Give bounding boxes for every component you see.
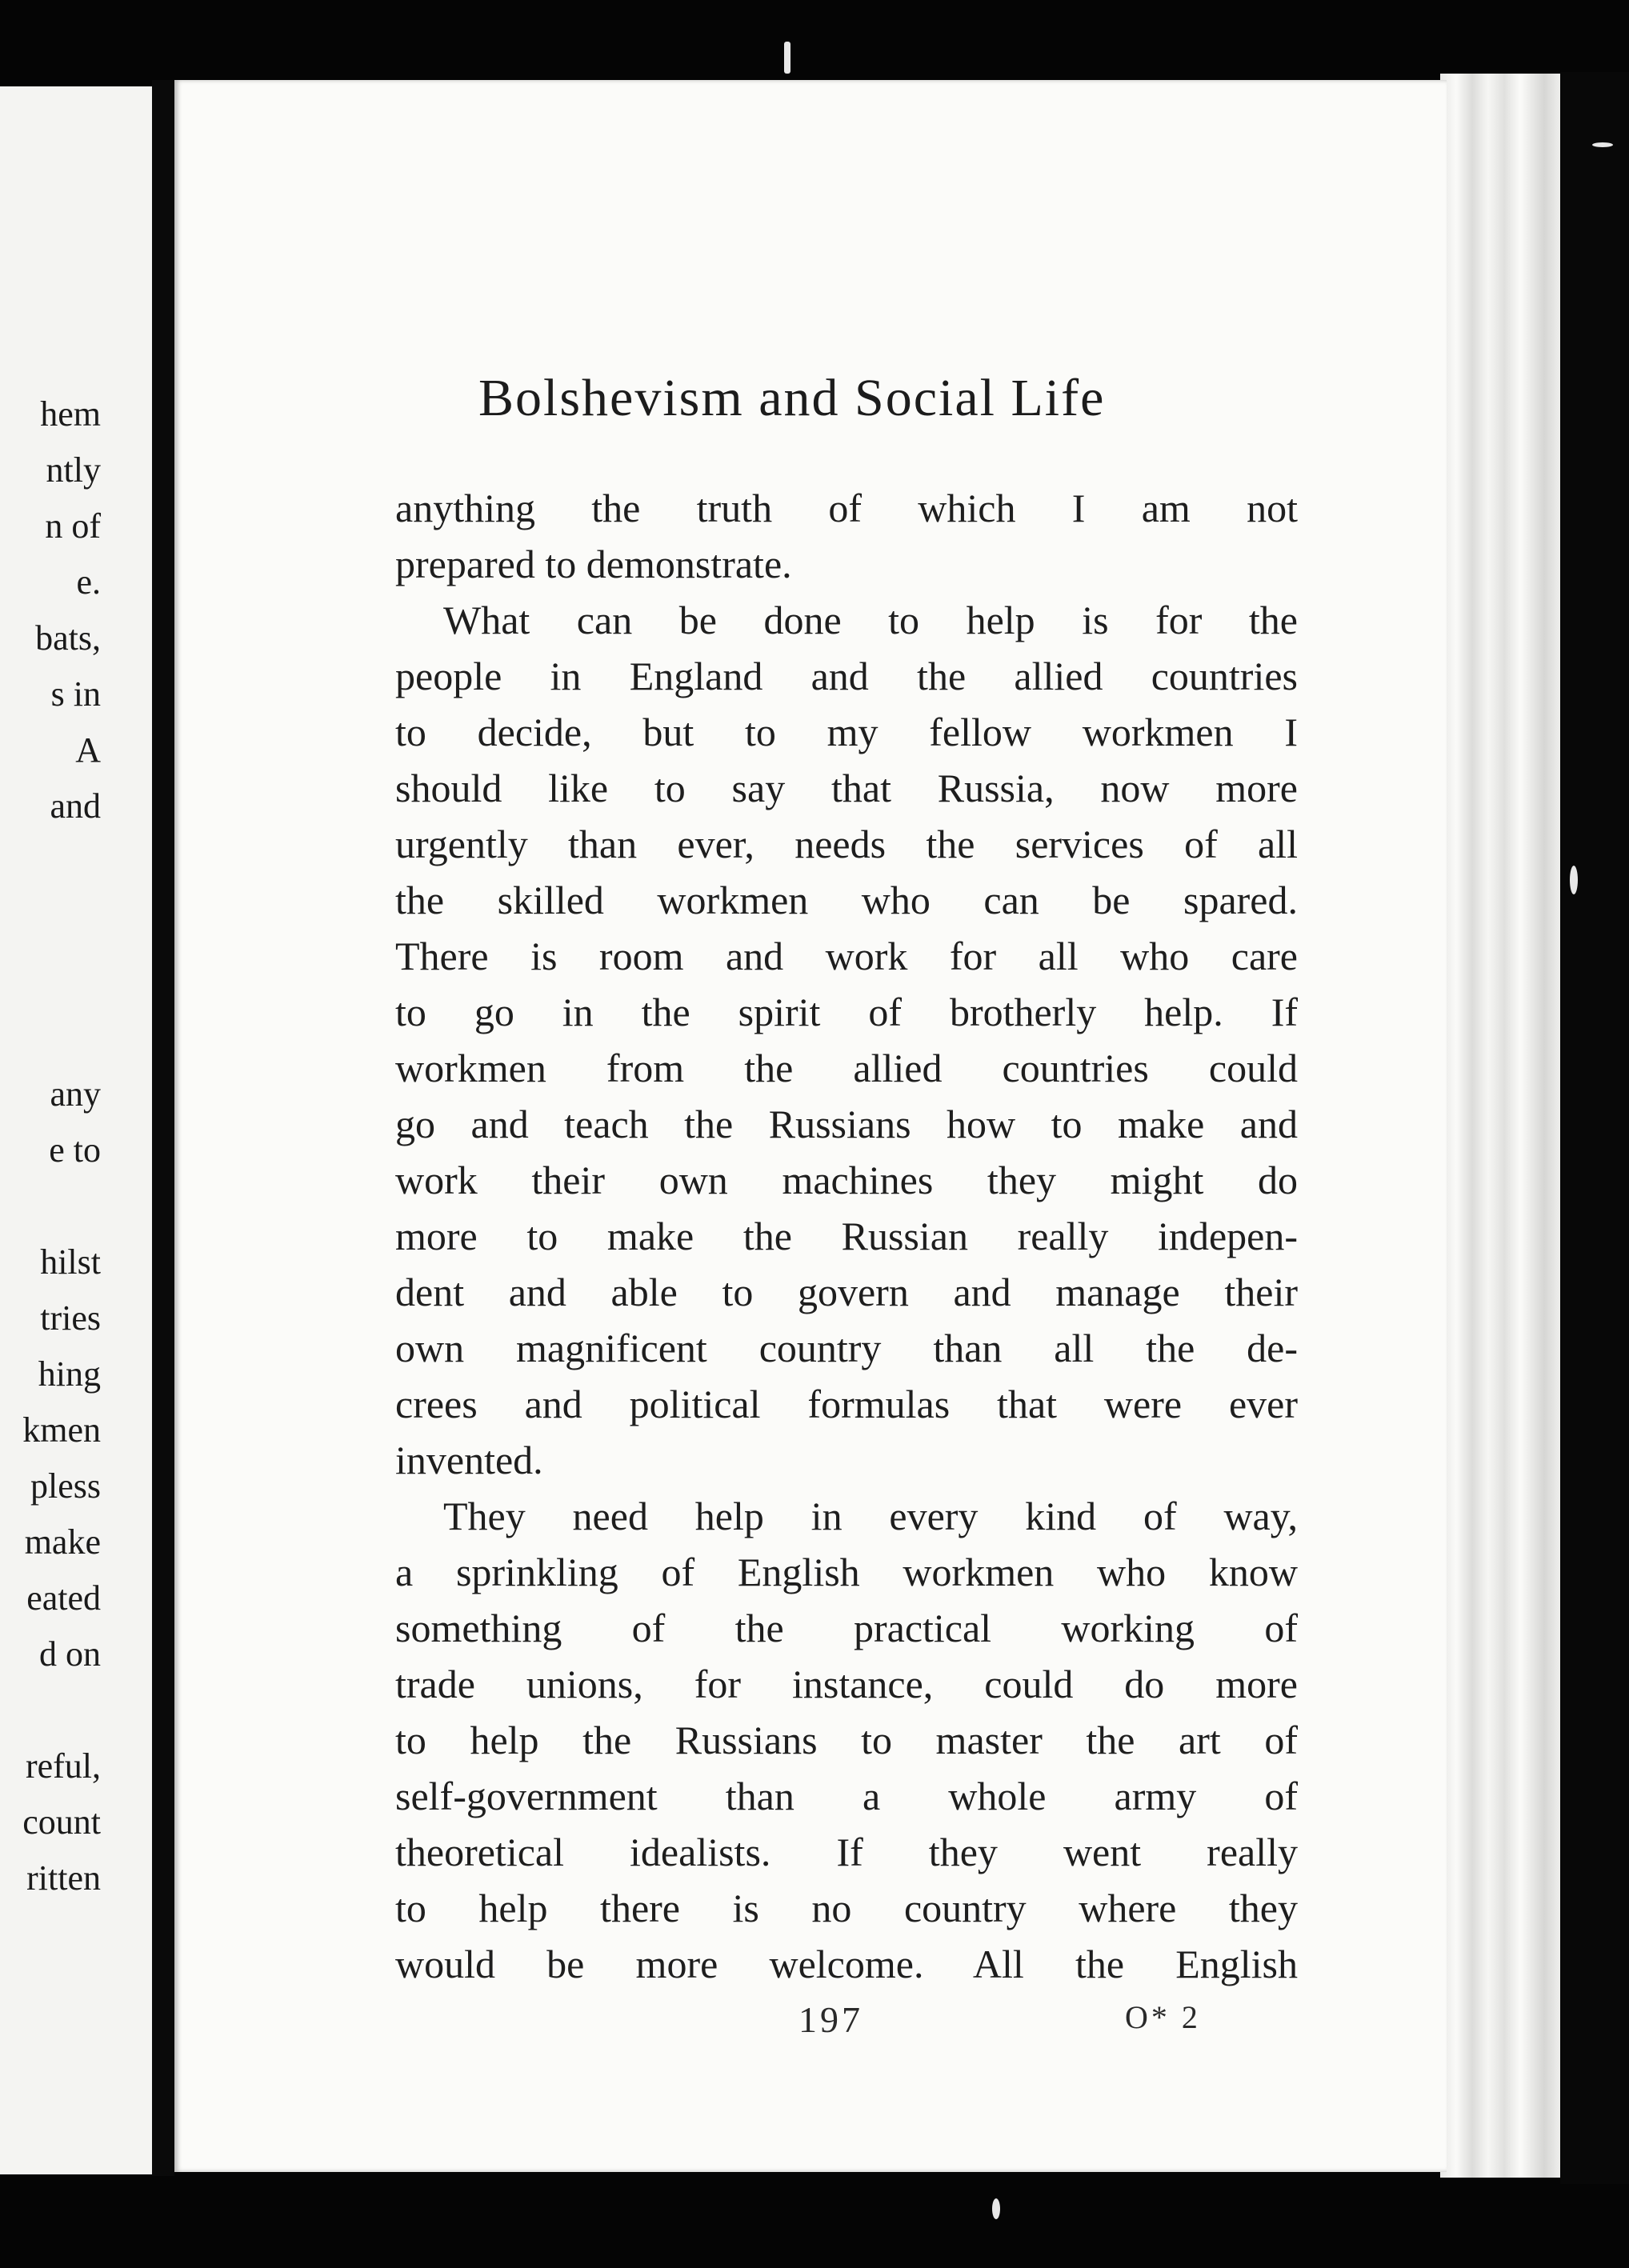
text-line: prepared to demonstrate. — [395, 542, 792, 586]
text-line: something of the practical working of — [395, 1606, 1298, 1650]
text-line: urgently than ever, needs the services of all — [395, 822, 1298, 866]
text-line: more to make the Russian really indepen- — [395, 1214, 1298, 1258]
left-page-line: ntly — [46, 450, 101, 490]
left-page-line: eated — [26, 1578, 101, 1618]
text-line: should like to say that Russia, now more — [395, 766, 1298, 810]
text-line: to decide, but to my fellow workmen I — [395, 710, 1298, 754]
text-line: people in England and the allied countries — [395, 654, 1298, 698]
text-line: crees and political formulas that were ever — [395, 1382, 1298, 1426]
scan-speck — [1592, 142, 1613, 147]
scan-speck — [784, 42, 790, 74]
text-line: own magnificent country than all the de- — [395, 1326, 1298, 1370]
text-line: to go in the spirit of brotherly help. If — [395, 990, 1298, 1034]
left-page-line: make — [24, 1522, 101, 1562]
scan-speck — [1570, 866, 1578, 894]
left-page-line: hing — [38, 1354, 101, 1394]
left-page-line: reful, — [25, 1746, 101, 1786]
left-page-line: s in — [50, 674, 101, 714]
left-page-fragment — [0, 86, 152, 2174]
running-head: Bolshevism and Social Life — [478, 369, 1106, 427]
text-line: There is room and work for all who care — [395, 934, 1298, 978]
scan-border-right — [1560, 72, 1629, 2184]
left-page-line: e. — [76, 562, 101, 602]
left-page-line: and — [50, 786, 101, 826]
scan-speck — [992, 2198, 1000, 2219]
text-line: They need help in every kind of way, — [443, 1494, 1298, 1538]
text-line: go and teach the Russians how to make and — [395, 1102, 1298, 1146]
body-text — [395, 480, 1298, 1992]
left-page-line: count — [22, 1802, 101, 1842]
page-number: 197 — [798, 1999, 863, 2040]
page-stack-edges — [1440, 74, 1560, 2178]
text-line: a sprinkling of English workmen who know — [395, 1550, 1298, 1594]
left-page-line: pless — [30, 1466, 101, 1506]
book-gutter — [152, 80, 174, 2176]
text-line: dent and able to govern and manage their — [395, 1270, 1298, 1314]
text-line: What can be done to help is for the — [443, 598, 1298, 642]
left-page-line: bats, — [35, 618, 101, 658]
text-line: work their own machines they might do — [395, 1158, 1298, 1202]
text-line: would be more welcome. All the English — [395, 1942, 1298, 1986]
left-page-line: any — [50, 1074, 101, 1114]
left-page-line: ritten — [26, 1858, 101, 1898]
text-line: self-government than a whole army of — [395, 1774, 1298, 1818]
text-line: to help the Russians to master the art of — [395, 1718, 1298, 1762]
text-line: theoretical idealists. If they went really — [395, 1830, 1298, 1874]
text-line: trade unions, for instance, could do more — [395, 1662, 1298, 1706]
left-page-line: A — [75, 730, 101, 770]
text-line: anything the truth of which I am not — [395, 486, 1298, 530]
text-line: workmen from the allied countries could — [395, 1046, 1298, 1090]
left-page-line: hem — [40, 394, 101, 434]
left-page-line: n of — [45, 506, 101, 546]
book-page — [174, 80, 1447, 2172]
text-line: the skilled workmen who can be spared. — [395, 878, 1298, 922]
text-line: to help there is no country where they — [395, 1886, 1298, 1930]
signature-mark: O* 2 — [1125, 1999, 1201, 2035]
left-page-line: hilst — [40, 1242, 101, 1282]
left-page-line: kmen — [22, 1410, 101, 1450]
left-page-line: d on — [39, 1634, 101, 1674]
text-line: invented. — [395, 1438, 543, 1482]
left-page-line: tries — [40, 1298, 101, 1338]
left-page-line: e to — [49, 1130, 101, 1170]
